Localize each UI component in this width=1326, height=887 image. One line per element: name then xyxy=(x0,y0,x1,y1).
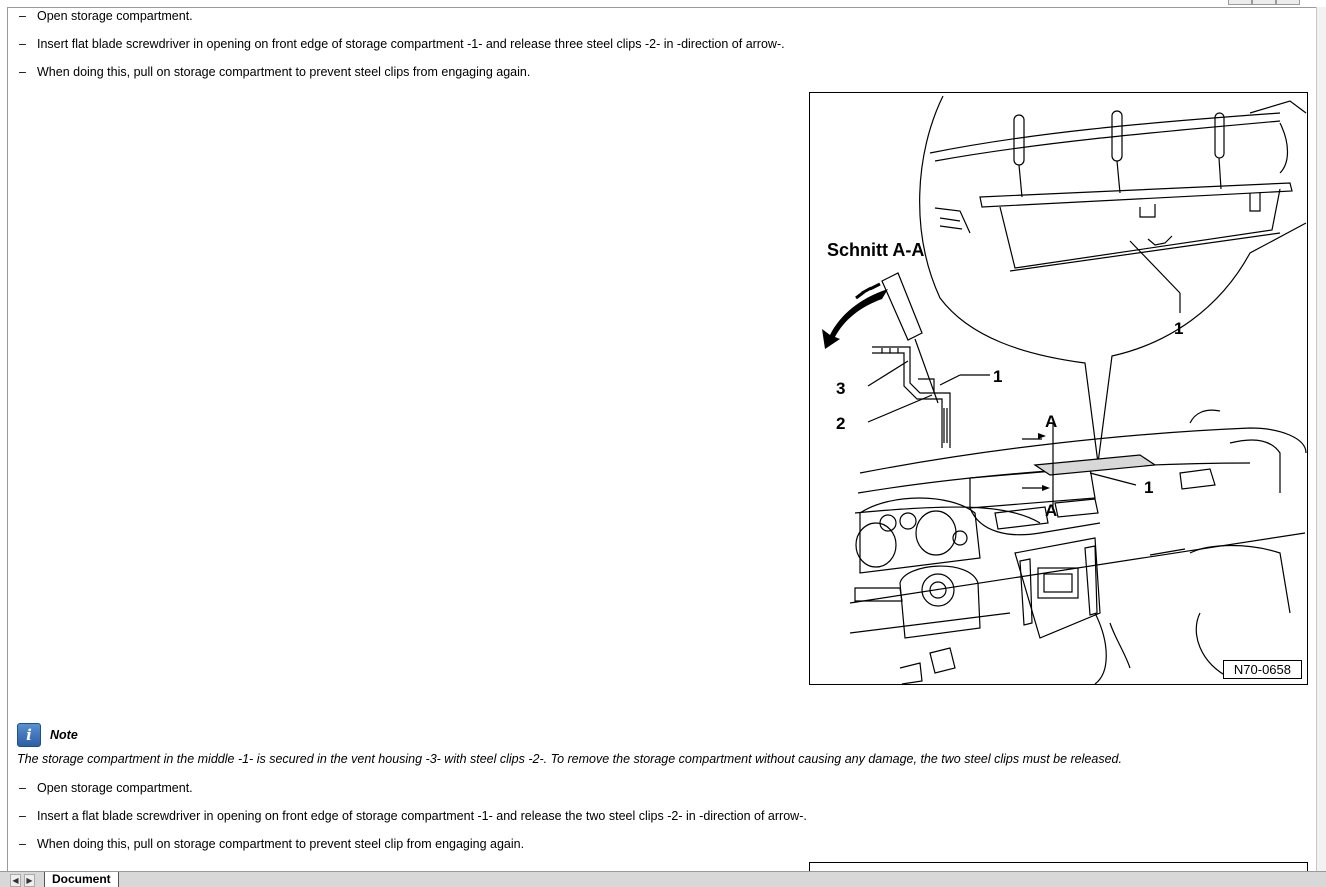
step-text: Open storage compartment. xyxy=(37,9,193,23)
dashboard-top-curve xyxy=(930,113,1280,153)
window-top-strip xyxy=(0,0,1326,7)
technical-illustration xyxy=(809,92,1308,685)
step-open-compartment-2 xyxy=(19,781,193,795)
info-icon: i xyxy=(17,723,41,747)
step-insert-screwdriver-2 xyxy=(19,809,807,823)
step-insert-screwdriver xyxy=(19,37,785,51)
step-text: Insert a flat blade screwdriver in opening on front edge of storage compartment -1- and release the two steel clips -2- in -direction of arrow-. xyxy=(37,809,807,823)
figure-code: N70-0658 xyxy=(1223,660,1302,679)
bullet-dash: – xyxy=(19,809,26,823)
tab-document[interactable]: Document xyxy=(44,872,119,887)
step-text: When doing this, pull on storage compartment to prevent steel clips from engaging again. xyxy=(37,65,531,79)
gauge-right-icon xyxy=(916,511,956,555)
sheet-tab-bar xyxy=(0,871,1326,887)
section-label-2: 2 xyxy=(836,414,846,433)
bullet-dash: – xyxy=(19,37,26,51)
vertical-scrollbar[interactable] xyxy=(1316,7,1326,871)
step-open-compartment xyxy=(19,9,193,23)
screwdriver-middle-icon xyxy=(1112,111,1122,193)
step-text: When doing this, pull on storage compartment to prevent steel clip from engaging again. xyxy=(37,837,525,851)
step-text: Open storage compartment. xyxy=(37,781,193,795)
step-pull-compartment-2 xyxy=(19,837,524,851)
step-text: Insert flat blade screwdriver in opening on front edge of storage compartment -1- and release three steel clips -2- in -direction of arrow-. xyxy=(37,37,785,51)
section-mark-a-bottom: A xyxy=(1045,501,1058,520)
tab-scroll-right-icon[interactable]: ▶ xyxy=(24,874,35,887)
minimize-button[interactable] xyxy=(1228,0,1252,5)
bullet-dash: – xyxy=(19,781,26,795)
section-arrow-top-icon xyxy=(1038,433,1046,439)
note-title: Note xyxy=(50,728,78,742)
close-button[interactable] xyxy=(1276,0,1300,5)
vent-housing-section xyxy=(872,347,950,448)
callout-label-1: 1 xyxy=(1174,319,1184,338)
tab-scroll-left-icon[interactable]: ◀ xyxy=(10,874,21,887)
screwdriver-right-icon xyxy=(1215,113,1224,189)
section-arrow-bottom-icon xyxy=(1042,485,1050,491)
illustration-drawing xyxy=(810,93,1307,684)
bullet-dash: – xyxy=(19,9,26,23)
compartment-lid xyxy=(980,183,1292,207)
gauge-small-2-icon xyxy=(900,513,916,529)
bullet-dash: – xyxy=(19,65,26,79)
bullet-dash: – xyxy=(19,837,26,851)
center-console xyxy=(1015,538,1100,638)
gauge-small-1-icon xyxy=(880,515,896,531)
section-title: Schnitt A-A xyxy=(827,240,925,260)
direction-arrow-icon xyxy=(822,289,888,349)
section-label-3: 3 xyxy=(836,379,846,398)
section-mark-a-top: A xyxy=(1045,412,1058,431)
screwdriver-left-icon xyxy=(1014,115,1024,197)
section-label-1: 1 xyxy=(993,367,1003,386)
gauge-left-icon xyxy=(856,523,896,567)
maximize-button[interactable] xyxy=(1252,0,1276,5)
dashboard-label-1: 1 xyxy=(1144,478,1154,497)
step-pull-compartment xyxy=(19,65,530,79)
note-text: The storage compartment in the middle -1- is secured in the vent housing -3- with steel clips -2-. To remove the storage compartment without causing any damage, the two steel clips must be released. xyxy=(17,752,1122,766)
magnifier-outline xyxy=(920,96,1306,463)
